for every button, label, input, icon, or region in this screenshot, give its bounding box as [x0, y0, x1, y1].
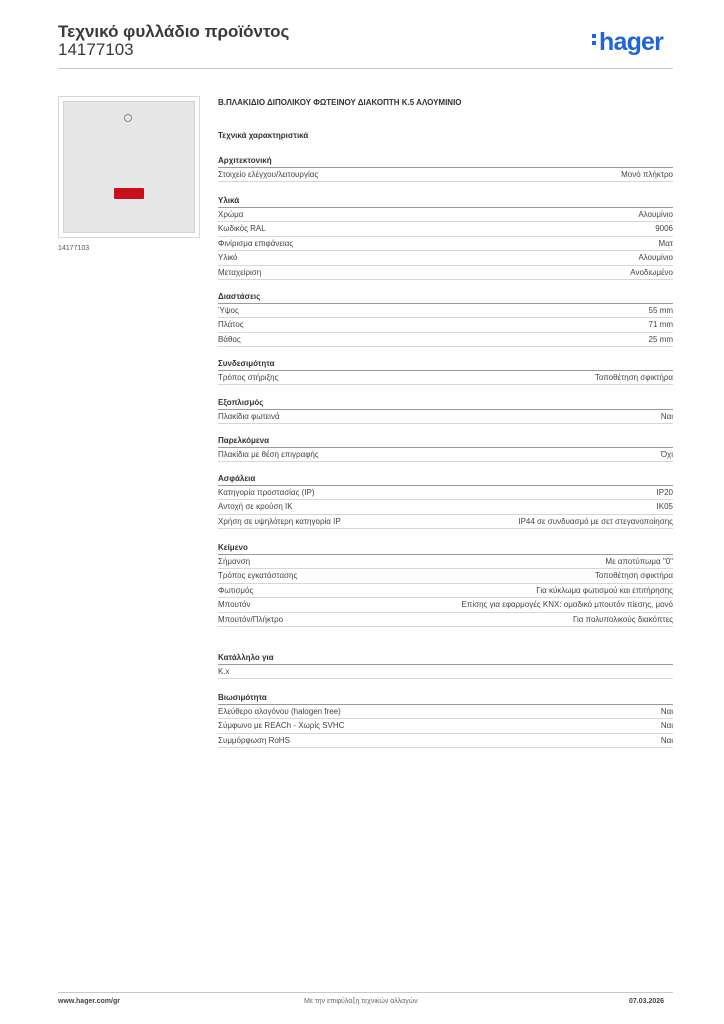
product-code-header: 14177103	[58, 40, 134, 59]
spec-label: Φωτισμός	[218, 585, 254, 595]
spec-value: 55 mm	[648, 306, 673, 315]
spec-value: Για πολυπολικούς διακόπτες	[572, 614, 673, 624]
section-title: Κείμενο	[218, 541, 673, 555]
spec-value: Όχι	[660, 450, 673, 459]
section-title: Υλικά	[218, 194, 673, 208]
spec-label: Μπουτόν	[218, 600, 251, 610]
spec-label: Πλάτος	[218, 320, 244, 330]
section-title: Εξοπλισμός	[218, 396, 673, 410]
spec-value: 9006	[655, 224, 673, 234]
spec-label: Κωδικός RAL	[218, 224, 266, 234]
spec-label: Χρώμα	[218, 210, 244, 219]
spec-section	[218, 691, 673, 748]
spec-section	[218, 290, 673, 347]
section-title: Ασφάλεια	[218, 472, 673, 486]
spec-row	[218, 168, 673, 182]
spec-row	[218, 486, 673, 500]
spec-row	[218, 448, 673, 462]
spec-row	[218, 410, 673, 424]
zero-marking-icon	[124, 114, 132, 122]
section-title: Αρχιτεκτονική	[218, 154, 673, 168]
spec-row	[218, 304, 673, 318]
spec-row	[218, 318, 673, 332]
spec-value: IK05	[656, 502, 673, 512]
spec-value: Αλουμίνιο	[638, 210, 673, 219]
spec-row	[218, 251, 673, 265]
spec-value: Με αποτύπωμα "0"	[605, 557, 673, 566]
spec-row	[218, 705, 673, 719]
spec-label: Μεταχείριση	[218, 267, 262, 277]
product-image-caption: 14177103	[58, 245, 90, 252]
spec-row	[218, 613, 673, 627]
spec-section	[218, 194, 673, 280]
spec-row	[218, 584, 673, 598]
spec-label: Αντοχή σε κρούση IK	[218, 502, 293, 512]
spec-row	[218, 515, 673, 529]
spec-label: Χρήση σε υψηλότερη κατηγορία IP	[218, 516, 341, 526]
spec-value: Ναι	[660, 721, 673, 731]
spec-section	[218, 357, 673, 385]
spec-row	[218, 719, 673, 733]
section-title: Βιωσιμότητα	[218, 691, 673, 705]
spec-label: Σύμφωνο με REACh - Χωρίς SVHC	[218, 721, 345, 731]
spec-value: IP44 σε συνδυασμό με σετ στεγανοποίησης	[518, 516, 673, 526]
specs-heading: Τεχνικά χαρακτηριστικά	[218, 131, 309, 140]
spec-row	[218, 371, 673, 385]
spec-section	[218, 472, 673, 529]
spec-section	[218, 154, 673, 182]
spec-label: Κατηγορία προστασίας (IP)	[218, 488, 315, 497]
spec-value: Για κύκλωμα φωτισμού και επιτήρησης	[536, 585, 673, 595]
spec-row	[218, 569, 673, 583]
spec-row	[218, 237, 673, 251]
logo-text: hager	[599, 28, 664, 56]
spec-value: Επίσης για εφαρμογές KNX: ομαδικό μπουτόν πίεσης, μονό	[461, 600, 673, 610]
spec-label: K.x	[218, 667, 230, 676]
spec-label: Ύψος	[218, 306, 239, 315]
spec-value: Τοποθέτηση σφικτήρα	[594, 373, 673, 382]
footer-website: www.hager.com/gr	[58, 998, 120, 1005]
section-title: Διαστάσεις	[218, 290, 673, 304]
spec-label: Ελεύθερο αλογόνου (halogen free)	[218, 707, 341, 716]
logo-dots-icon	[592, 31, 597, 48]
spec-label: Υλικό	[218, 253, 238, 263]
spec-value: 71 mm	[648, 320, 673, 330]
spec-label: Πλακίδια με θέση επιγραφής	[218, 450, 319, 459]
spec-value: Τοποθέτηση σφικτήρα	[594, 571, 673, 581]
product-image	[58, 96, 200, 238]
spec-value: Ανοδιωμένο	[630, 267, 673, 277]
spec-label: Συμμόρφωση RoHS	[218, 735, 290, 745]
spec-label: Στοιχείο ελέγχου/λειτουργίας	[218, 170, 319, 179]
spec-row	[218, 266, 673, 280]
spec-label: Πλακίδια φωτεινά	[218, 412, 280, 421]
spec-label: Σήμανση	[218, 557, 251, 566]
spec-value: Μονό πλήκτρο	[621, 170, 673, 179]
spec-section	[218, 651, 673, 679]
spec-row	[218, 734, 673, 748]
spec-label: Βάθος	[218, 334, 241, 344]
red-indicator-lens	[114, 188, 144, 199]
spec-label: Τρόπος στήριξης	[218, 373, 279, 382]
footer-divider	[58, 992, 673, 993]
section-title: Παρελκόμενα	[218, 434, 673, 448]
spec-row	[218, 500, 673, 514]
spec-label: Τρόπος εγκατάστασης	[218, 571, 298, 581]
footer-date: 07.03.2026	[629, 998, 665, 1005]
spec-label: Φινίρισμα επιφάνειας	[218, 238, 294, 248]
switch-plate	[63, 101, 195, 233]
spec-value: Ναι	[660, 412, 673, 421]
spec-row	[218, 208, 673, 222]
spec-row	[218, 555, 673, 569]
spec-value: Ναι	[660, 735, 673, 745]
spec-value: IP20	[656, 488, 673, 497]
footer-disclaimer: Με την επιφύλαξη τεχνικών αλλαγών	[304, 998, 418, 1005]
section-title: Συνδεσιμότητα	[218, 357, 673, 371]
spec-row	[218, 333, 673, 347]
spec-section	[218, 541, 673, 627]
hager-logo	[592, 28, 663, 57]
section-title: Κατάλληλο για	[218, 651, 673, 665]
product-name: Β.ΠΛΑΚΙΔΙΟ ΔΙΠΟΛΙΚΟΥ ΦΩΤΕΙΝΟΥ ΔΙΑΚΟΠΤΗ Κ.5 ΑΛΟΥΜΙΝΙΟ	[218, 98, 462, 107]
spec-section	[218, 434, 673, 462]
page-title: Τεχνικό φυλλάδιο προϊόντος	[58, 22, 290, 41]
header-divider	[58, 68, 673, 69]
spec-value: 25 mm	[648, 334, 673, 344]
spec-section	[218, 396, 673, 424]
spec-value: Αλουμίνιο	[638, 253, 673, 263]
spec-label: Μπουτόν/Πλήκτρο	[218, 614, 284, 624]
spec-row	[218, 665, 673, 679]
spec-value: Ματ	[658, 238, 673, 248]
spec-row	[218, 222, 673, 236]
spec-value: Ναι	[660, 707, 673, 716]
spec-row	[218, 598, 673, 612]
